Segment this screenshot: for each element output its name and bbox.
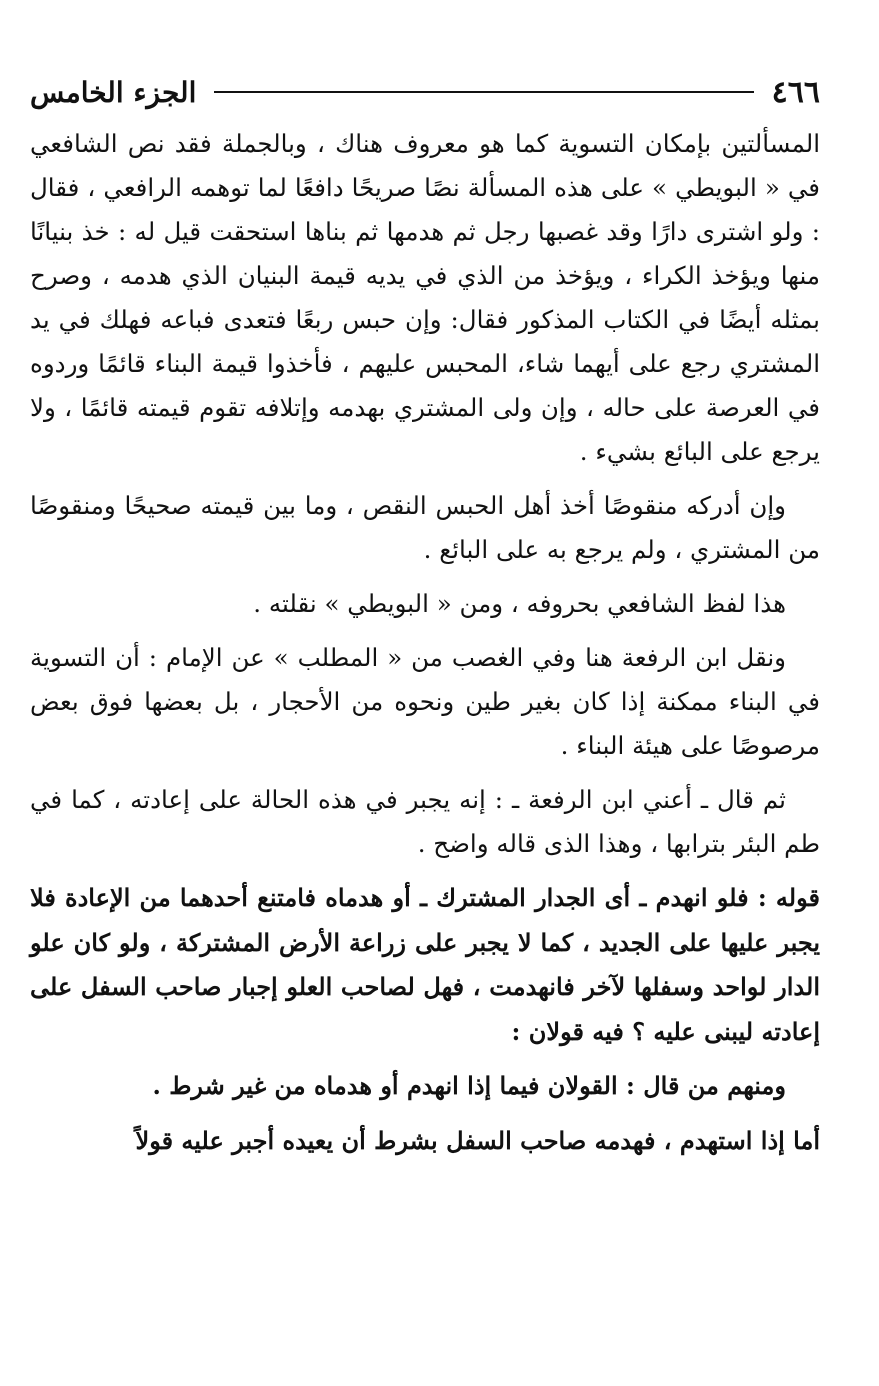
header-rule bbox=[214, 91, 753, 93]
quoted-text-paragraph: ومنهم من قال : القولان فيما إذا انهدم أو هدماه من غير شرط . bbox=[152, 1071, 786, 1100]
paragraph: ثم قال ـ أعني ابن الرفعة ـ : إنه يجبر في هذه الحالة على إعادته ، كما في طم البئر بترابها ، وهذا الذى قاله واضح . bbox=[30, 785, 820, 858]
quoted-text-paragraph: أما إذا استهدم ، فهدمه صاحب السفل بشرط أن يعيده أجبر عليه قولاً bbox=[135, 1125, 820, 1155]
quoted-text-paragraph: قوله : فلو انهدم ـ أى الجدار المشترك ـ أو هدماه فامتنع أحدهما من الإعادة فلا يجبر عليها على الجديد ، كما لا يجبر على زراعة الأرض المشتركة ، ولو كان علو الدار لواحد وسفلها لآخر فانهدمت ، فهل لصاحب العلو إجبار صاحب السفل على إعادته ليبنى عليه ؟ فيه قولان : bbox=[30, 883, 820, 1046]
body-text bbox=[30, 122, 820, 1163]
book-page bbox=[30, 70, 820, 1163]
page-number: ٤٦٦ bbox=[771, 74, 820, 110]
paragraph: المسألتين بإمكان التسوية كما هو معروف هناك ، وبالجملة فقد نص الشافعي في « البويطي » على هذه المسألة نصًا صريحًا دافعًا لما توهمه الرافعي ، فقال : ولو اشترى دارًا وقد غصبها رجل ثم هدمها ثم بناها استحقت قيل له : خذ بنيانًا منها ويؤخذ الكراء ، ويؤخذ من الذي في يديه قيمة البنيان الذي هدمه ، وصرح بمثله أيضًا في الكتاب المذكور فقال: وإن حبس ربعًا فتعدى فباعه فهلك في يد المشتري رجع على أيهما شاء، المحبس عليهم ، فأخذوا قيمة البناء قائمًا وردوه في العرصة على حاله ، وإن ولى المشتري بهدمه وإتلافه تقوم قيمته قائمًا ، ولا يرجع على البائع بشيء . bbox=[30, 129, 820, 466]
paragraph: ونقل ابن الرفعة هنا وفي الغصب من « المطلب » عن الإمام : أن التسوية في البناء ممكنة إذا كان بغير طين ونحوه من الأحجار ، بل بعضها فوق بعض مرصوصًا على هيئة البناء . bbox=[30, 643, 820, 760]
paragraph: وإن أدركه منقوصًا أخذ أهل الحبس النقص ، وما بين قيمته صحيحًا ومنقوصًا من المشتري ، ولم يرجع به على البائع . bbox=[30, 491, 820, 564]
page-header bbox=[30, 70, 820, 114]
running-title: الجزء الخامس bbox=[30, 75, 197, 109]
paragraph: هذا لفظ الشافعي بحروفه ، ومن « البويطي » نقلته . bbox=[253, 589, 786, 618]
